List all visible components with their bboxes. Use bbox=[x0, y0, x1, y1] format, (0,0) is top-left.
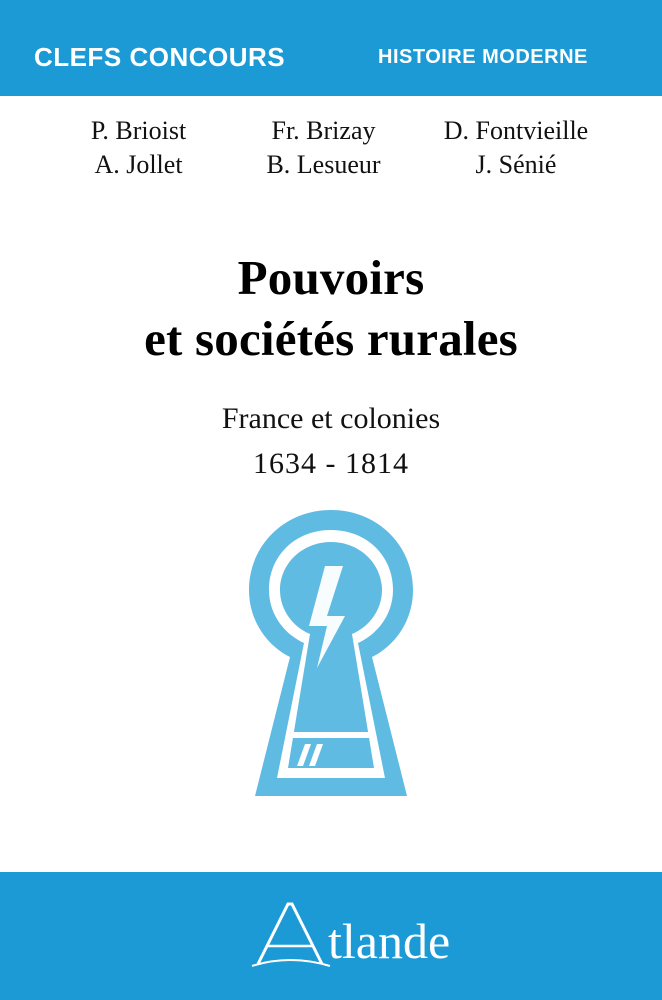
book-subtitle: France et colonies bbox=[221, 402, 441, 435]
authors-row-2 bbox=[0, 150, 662, 180]
authors-row-1 bbox=[0, 116, 662, 146]
book-subtitle-block bbox=[0, 396, 662, 486]
author-name: J. Sénié bbox=[475, 150, 557, 179]
bottom-blue-band bbox=[0, 872, 662, 1000]
author-name: P. Brioist bbox=[90, 116, 187, 145]
publisher-name: tlande bbox=[328, 913, 451, 969]
book-title bbox=[0, 248, 662, 370]
keyhole-icon bbox=[241, 508, 421, 808]
book-date-range: 1634 - 1814 bbox=[253, 447, 409, 480]
author-name: D. Fontvieille bbox=[443, 116, 589, 145]
series-title: HISTOIRE MODERNE bbox=[378, 46, 588, 68]
title-line-2: et sociétés rurales bbox=[144, 310, 518, 366]
authors-block bbox=[0, 116, 662, 184]
author-name: A. Jollet bbox=[94, 150, 183, 179]
title-line-1: Pouvoirs bbox=[237, 250, 425, 305]
author-name: B. Lesueur bbox=[266, 150, 381, 179]
publisher-logo bbox=[0, 896, 662, 970]
top-blue-band bbox=[0, 0, 662, 96]
author-name: Fr. Brizay bbox=[271, 116, 376, 145]
collection-title: CLEFS CONCOURS bbox=[34, 42, 286, 72]
